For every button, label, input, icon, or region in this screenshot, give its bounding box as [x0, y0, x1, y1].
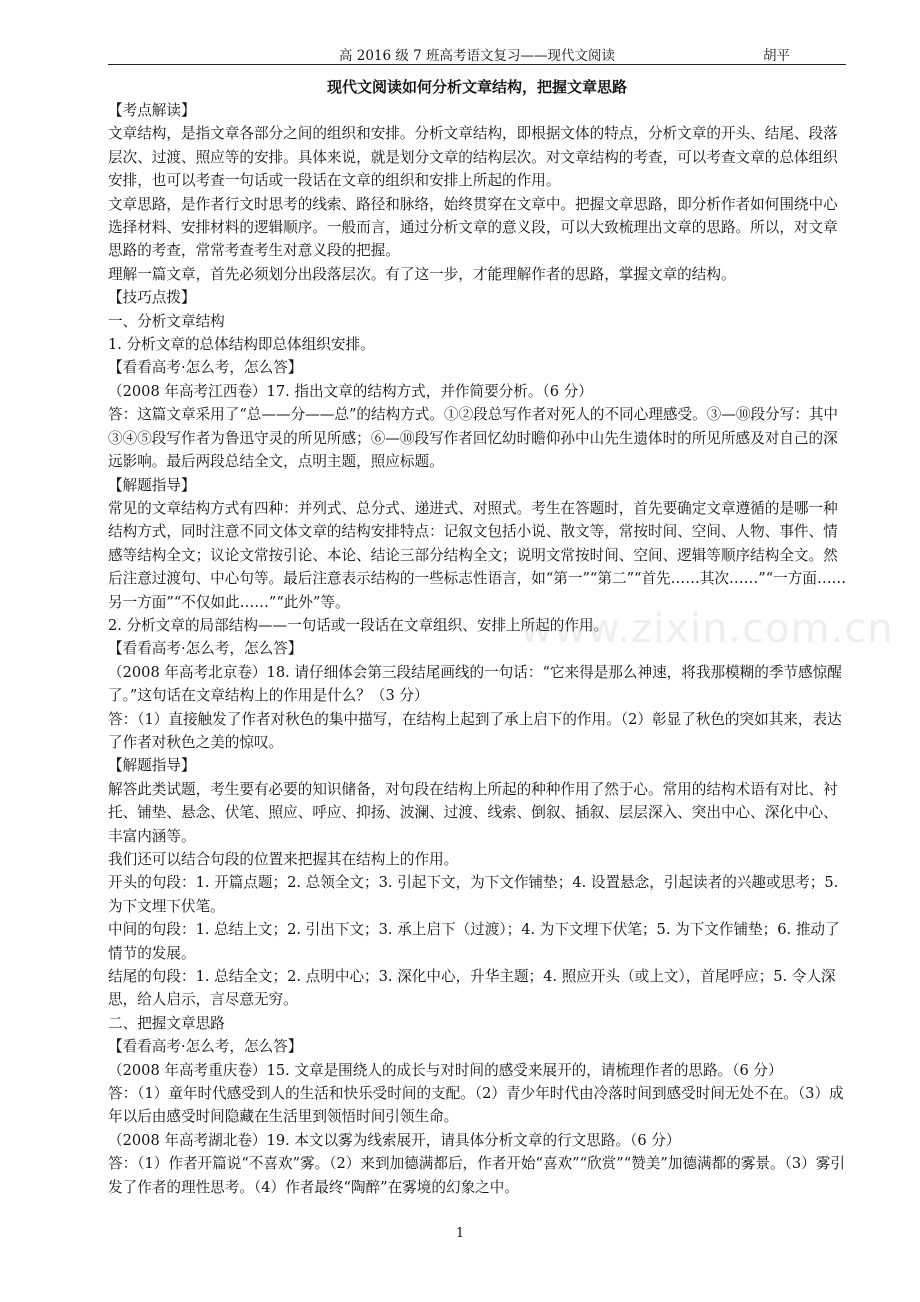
header-author: 胡平 [763, 48, 790, 64]
section-heading: 【解题指导】 [108, 757, 196, 775]
section-heading: 【看看高考·怎么考，怎么答】 [108, 1038, 303, 1056]
header-title: 高 2016 级 7 班高考语文复习——现代文阅读 [338, 48, 616, 64]
section-heading: 【考点解读】 [108, 102, 196, 119]
paragraph: 开头的句段：1. 开篇点题；2. 总领全文；3. 引起下文，为下文作铺垫；4. 设置悬念，引起读者的兴趣或思考；5. 为下文埋下伏笔。 [108, 874, 839, 915]
paragraph: 常见的文章结构方式有四种：并列式、总分式、递进式、对照式。考生在答题时，首先要确定文章遵循的是哪一种结构方式，同时注意不同文体文章的结构安排特点：记叙文包括小说、散文等，常按时间、空间、人物、事件、情感等结构全文；议论文常按引论、本论、结论三部分结构全文；说明文常按时间、空间、逻辑等顺序结构全文。然后注意过渡句、中心句等。最后注意表示结构的一些标志性语言，如“第一”“第二”“首先……其次……”“一方面……另一方面”“不仅如此……”“此外”等。 [108, 499, 847, 611]
page-header [108, 44, 846, 65]
section-heading: 【看看高考·怎么考，怎么答】 [108, 359, 303, 377]
subheading: 一、分析文章结构 [108, 312, 225, 330]
question: （2008 年高考北京卷）18. 请仔细体会第三段结尾画线的一句话：“它来得是那么神速，将我那模糊的季节感惊醒了。”这句话在文章结构上的作用是什么？（3 分） [108, 663, 842, 705]
answer: 答：这篇文章采用了“总——分——总”的结构方式。①②段总写作者对死人的不同心理感受。③—⑩段分写：其中③④⑤段写作者为鲁迅守灵的所见所感；⑥—⑩段写作者回忆幼时瞻仰孙中山先生遗体时的所见所感及对自己的深远影响。最后两段总结全文，点明主题，照应标题。 [108, 406, 839, 471]
paragraph: 文章思路，是作者行文时思考的线索、路径和脉络，始终贯穿在文章中。把握文章思路，即分析作者如何围绕中心选择材料、安排材料的逻辑顺序。一般而言，通过分析文章的意义段，可以大致梳理出文章的思路。所以，对文章思路的考查，常常考查考生对意义段的把握。 [108, 195, 838, 260]
answer: 答：（1）直接触发了作者对秋色的集中描写，在结构上起到了承上启下的作用。（2）彰显了秋色的突如其来，表达了作者对秋色之美的惊叹。 [108, 710, 842, 751]
paragraph: 理解一篇文章，首先必须划分出段落层次。有了这一步，才能理解作者的思路，掌握文章的结构。 [108, 265, 736, 283]
paragraph: 2. 分析文章的局部结构——一句话或一段话在文章组织、安排上所起的作用。 [108, 616, 609, 634]
question: （2008 年高考江西卷）17. 指出文章的结构方式，并作简要分析。（6 分） [108, 382, 593, 400]
paragraph: 解答此类试题，考生要有必要的知识储备，对句段在结构上所起的种种作用了然于心。常用的结构术语有对比、衬托、铺垫、悬念、伏笔、照应、呼应、抑扬、波澜、过渡、线索、倒叙、插叙、层层深入、突出中心、深化中心、丰富内涵等。 [108, 780, 838, 845]
page-number: 1 [455, 1226, 465, 1241]
paragraph: 结尾的句段：1. 总结全文；2. 点明中心；3. 深化中心，升华主题；4. 照应开头（或上文），首尾呼应；5. 令人深思，给人启示，言尽意无穷。 [108, 968, 836, 1009]
answer: 答：（1）作者开篇说“不喜欢”雾。（2）来到加德满都后，作者开始“喜欢”“欣赏”“赞美”加德满都的雾景。（3）雾引发了作者的理性思考。（4）作者最终“陶醉”在雾境的幻象之中。 [108, 1155, 845, 1196]
question: （2008 年高考重庆卷）15. 文章是围绕人的成长与对时间的感受来展开的，请梳理作者的思路。（6 分） [108, 1061, 783, 1079]
section-heading: 【解题指导】 [108, 476, 196, 494]
paragraph: 中间的句段：1. 总结上文；2. 引出下文；3. 承上启下（过渡）；4. 为下文埋下伏笔；5. 为下文作铺垫；6. 推动了情节的发展。 [108, 921, 840, 962]
document-title: 现代文阅读如何分析文章结构，把握文章思路 [326, 78, 627, 96]
section-heading: 【看看高考·怎么考，怎么答】 [108, 640, 303, 658]
subheading: 二、把握文章思路 [108, 1014, 225, 1032]
answer: 答：（1）童年时代感受到人的生活和快乐受时间的支配。（2）青少年时代由冷落时间到感受时间无处不在。（3）成年以后由感受时间隐藏在生活里到领悟时间引领生命。 [108, 1085, 844, 1126]
section-heading: 【技巧点拨】 [108, 289, 196, 307]
paragraph: 文章结构，是指文章各部分之间的组织和安排。分析文章结构，即根据文体的特点，分析文章的开头、结尾、段落层次、过渡、照应等的安排。具体来说，就是划分文章的结构层次。对文章结构的考查，可以考查文章的总体组织安排，也可以考查一句话或一段话在文章的组织和安排上所起的作用。 [108, 125, 838, 190]
paragraph: 1. 分析文章的总体结构即总体组织安排。 [108, 336, 375, 354]
question: （2008 年高考湖北卷）19. 本文以雾为线索展开，请具体分析文章的行文思路。（6 分） [108, 1131, 681, 1149]
paragraph: 我们还可以结合句段的位置来把握其在结构上的作用。 [108, 851, 459, 868]
watermark: www.zixin.com.cn [520, 606, 894, 652]
